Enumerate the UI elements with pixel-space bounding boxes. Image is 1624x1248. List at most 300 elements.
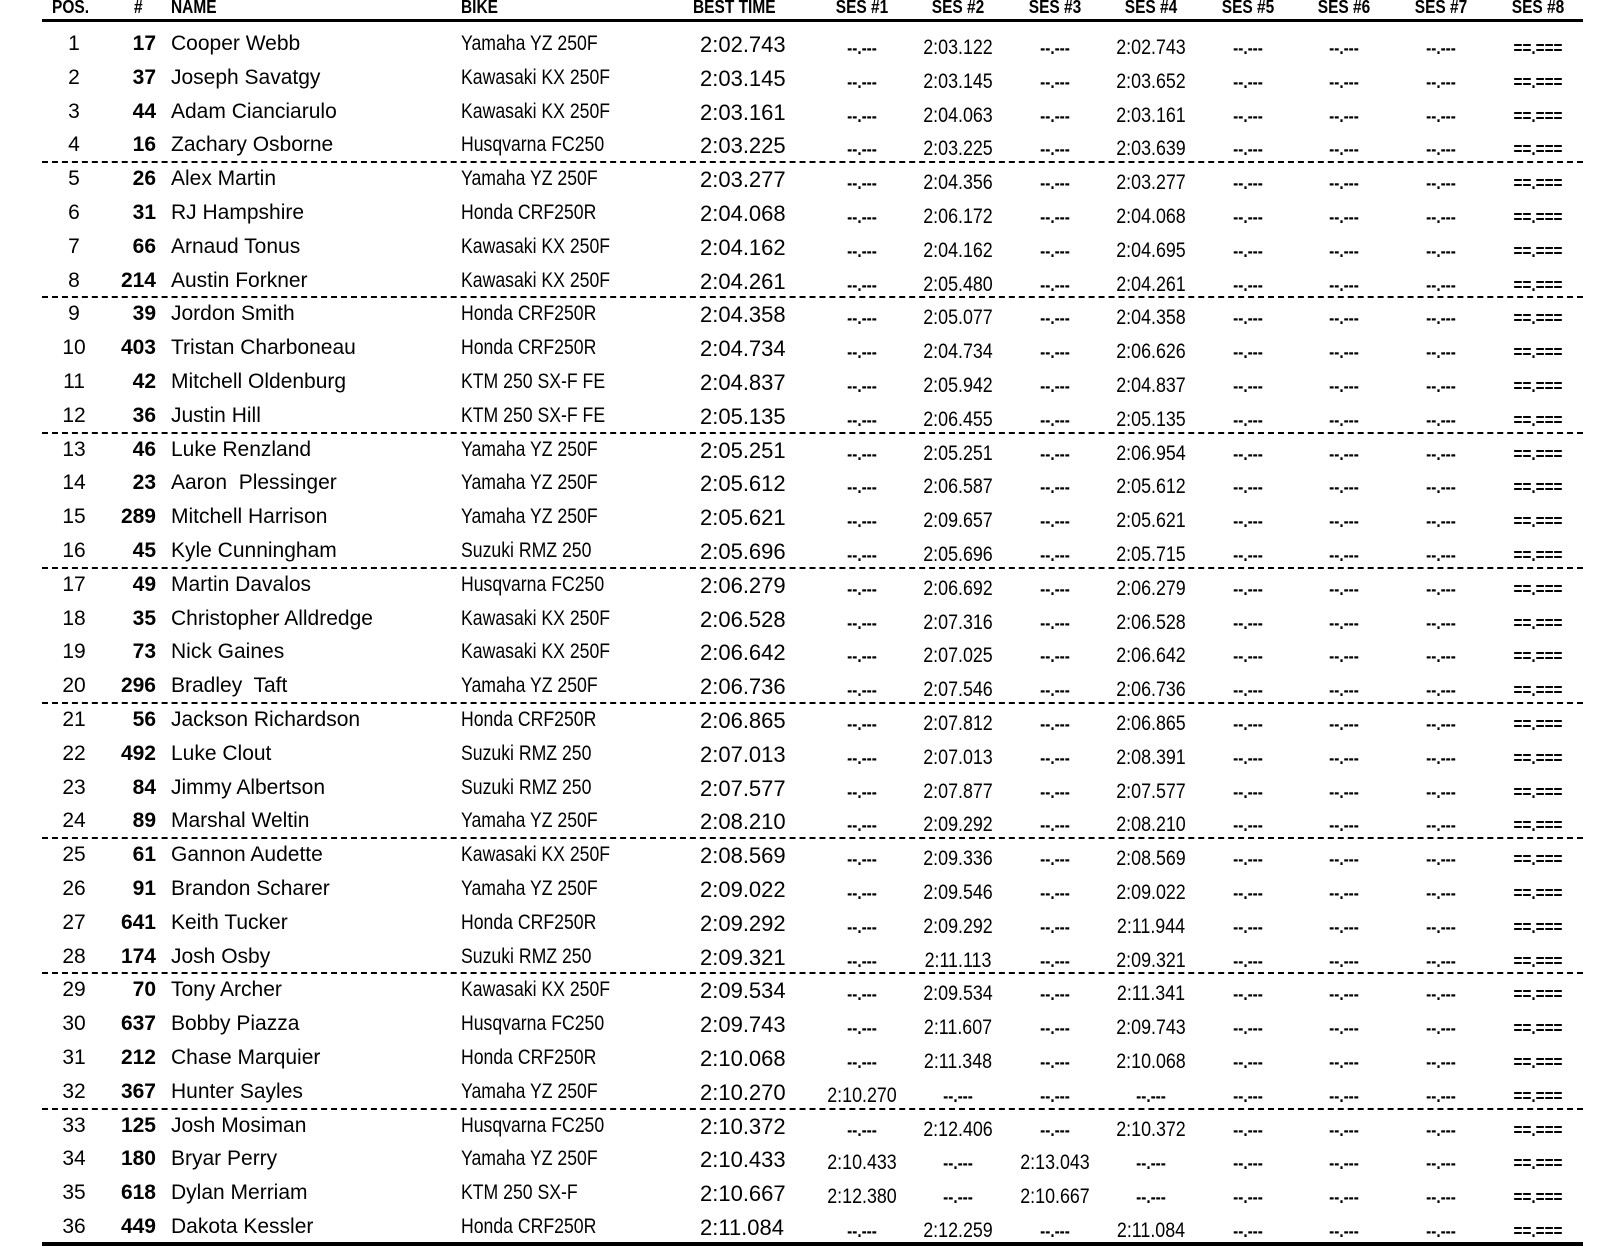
session-7-time-cell: --.--- xyxy=(1426,950,1456,971)
bike-cell: Honda CRF250R xyxy=(461,336,597,360)
session-6-time-cell: --.--- xyxy=(1329,240,1359,261)
position-cell: 32 xyxy=(62,1079,86,1103)
table-row xyxy=(0,196,1624,230)
session-4-time-cell: 2:05.715 xyxy=(1116,543,1186,566)
session-2-time-cell: 2:07.877 xyxy=(923,779,993,803)
session-1-time-cell: --.--- xyxy=(847,578,877,599)
session-1-time-cell: --.--- xyxy=(847,747,877,768)
header-bike: BIKE xyxy=(461,0,498,17)
session-3-time-cell: --.--- xyxy=(1040,781,1070,802)
session-6-time-cell: --.--- xyxy=(1329,1187,1359,1208)
session-1-time-cell: --.--- xyxy=(847,815,877,836)
session-2-time-cell: 2:07.546 xyxy=(923,678,993,702)
session-4-time-cell: --.--- xyxy=(1136,1153,1166,1174)
session-5-time-cell: --.--- xyxy=(1233,308,1263,329)
header-number: # xyxy=(134,0,143,17)
bike-cell: Yamaha YZ 250F xyxy=(461,437,598,461)
session-5-time-cell: --.--- xyxy=(1233,207,1263,227)
session-3-time-cell: --.--- xyxy=(1040,680,1070,701)
position-cell: 35 xyxy=(62,1181,86,1205)
session-8-time-cell: ==.=== xyxy=(1513,1153,1563,1174)
best-time-cell: 2:06.279 xyxy=(700,572,786,598)
rider-number-cell: 16 xyxy=(132,133,156,157)
header-ses-4: SES #4 xyxy=(1124,0,1178,17)
session-3-time-cell: --.--- xyxy=(1040,849,1070,870)
rider-number-cell: 637 xyxy=(120,1012,156,1036)
table-row xyxy=(0,838,1624,872)
rider-name-cell: Jackson Richardson xyxy=(171,708,361,731)
session-6-time-cell: --.--- xyxy=(1329,815,1359,836)
bike-cell: Yamaha YZ 250F xyxy=(461,1079,598,1103)
position-cell: 22 xyxy=(62,741,86,765)
position-cell: 30 xyxy=(62,1012,86,1036)
bike-cell: Honda CRF250R xyxy=(461,201,597,224)
session-8-time-cell: ==.=== xyxy=(1513,477,1563,498)
session-4-time-cell: 2:10.372 xyxy=(1116,1117,1186,1141)
best-time-cell: 2:04.261 xyxy=(700,268,786,294)
session-6-time-cell: --.--- xyxy=(1329,139,1359,160)
session-4-time-cell: 2:04.837 xyxy=(1116,374,1186,397)
session-8-time-cell: ==.=== xyxy=(1513,38,1563,58)
position-cell: 20 xyxy=(62,674,86,698)
rider-name-cell: Luke Renzland xyxy=(171,437,312,461)
session-6-time-cell: --.--- xyxy=(1329,511,1359,532)
rider-number-cell: 70 xyxy=(132,978,156,1002)
session-7-time-cell: --.--- xyxy=(1426,1085,1456,1106)
session-4-time-cell: 2:03.652 xyxy=(1116,69,1186,93)
bike-cell: Yamaha YZ 250F xyxy=(461,809,598,833)
rider-name-cell: Bobby Piazza xyxy=(171,1012,300,1036)
rider-name-cell: Mitchell Harrison xyxy=(171,505,328,529)
session-5-time-cell: --.--- xyxy=(1233,747,1263,768)
session-1-time-cell: --.--- xyxy=(847,207,877,227)
session-4-time-cell: 2:02.743 xyxy=(1116,36,1186,59)
session-4-time-cell: 2:06.626 xyxy=(1116,340,1186,364)
table-row xyxy=(0,466,1624,500)
session-5-time-cell: --.--- xyxy=(1233,409,1263,430)
position-cell: 5 xyxy=(68,167,80,191)
session-2-time-cell: --.--- xyxy=(943,1187,973,1208)
session-7-time-cell: --.--- xyxy=(1426,274,1456,295)
session-8-time-cell: ==.=== xyxy=(1513,207,1563,227)
session-6-time-cell: --.--- xyxy=(1329,950,1359,971)
position-cell: 14 xyxy=(62,471,86,495)
rider-number-cell: 296 xyxy=(120,674,156,698)
session-6-time-cell: --.--- xyxy=(1329,646,1359,667)
session-8-time-cell: ==.=== xyxy=(1513,714,1563,734)
session-4-time-cell: 2:05.612 xyxy=(1116,475,1186,499)
session-1-time-cell: --.--- xyxy=(847,240,877,261)
header-ses-7: SES #7 xyxy=(1414,0,1468,17)
rider-number-cell: 46 xyxy=(132,437,156,461)
table-row xyxy=(0,568,1624,602)
session-6-time-cell: --.--- xyxy=(1329,747,1359,768)
session-6-time-cell: --.--- xyxy=(1329,1085,1359,1106)
session-4-time-cell: 2:06.736 xyxy=(1116,678,1186,702)
position-cell: 24 xyxy=(62,809,86,833)
position-cell: 27 xyxy=(62,910,86,934)
session-2-time-cell: 2:11.607 xyxy=(923,1016,993,1040)
table-row xyxy=(0,1109,1624,1143)
session-5-time-cell: --.--- xyxy=(1233,950,1263,971)
rider-name-cell: Hunter Sayles xyxy=(171,1079,303,1103)
position-cell: 15 xyxy=(62,505,86,529)
bike-cell: KTM 250 SX-F xyxy=(461,1181,578,1205)
bike-cell: KTM 250 SX-F FE xyxy=(461,403,606,427)
table-row xyxy=(0,297,1624,331)
session-1-time-cell: --.--- xyxy=(847,612,877,633)
session-1-time-cell: 2:10.433 xyxy=(827,1151,897,1175)
rider-number-cell: 89 xyxy=(132,809,156,833)
table-row xyxy=(0,703,1624,737)
table-row xyxy=(0,1210,1624,1244)
session-4-time-cell: 2:04.695 xyxy=(1116,238,1186,262)
session-6-time-cell: --.--- xyxy=(1329,173,1359,194)
table-row xyxy=(0,737,1624,771)
rider-name-cell: Nick Gaines xyxy=(171,640,285,664)
session-7-time-cell: --.--- xyxy=(1426,207,1456,227)
session-5-time-cell: --.--- xyxy=(1233,916,1263,937)
session-7-time-cell: --.--- xyxy=(1426,173,1456,194)
session-2-time-cell: 2:03.225 xyxy=(923,137,993,161)
session-7-time-cell: --.--- xyxy=(1426,308,1456,329)
session-4-time-cell: 2:11.084 xyxy=(1116,1219,1186,1242)
rider-name-cell: Adam Cianciarulo xyxy=(171,99,337,123)
bike-cell: Honda CRF250R xyxy=(461,708,597,731)
session-3-time-cell: --.--- xyxy=(1040,477,1070,498)
session-6-time-cell: --.--- xyxy=(1329,105,1359,126)
position-cell: 1 xyxy=(68,32,80,55)
session-7-time-cell: --.--- xyxy=(1426,342,1456,363)
rider-number-cell: 618 xyxy=(120,1181,156,1205)
bike-cell: Yamaha YZ 250F xyxy=(461,674,598,698)
best-time-cell: 2:09.534 xyxy=(700,978,786,1004)
bike-cell: Kawasaki KX 250F xyxy=(461,99,611,123)
best-time-cell: 2:05.251 xyxy=(700,437,786,463)
session-4-time-cell: 2:07.577 xyxy=(1116,779,1186,803)
rider-number-cell: 39 xyxy=(132,302,156,326)
rider-name-cell: Joseph Savatgy xyxy=(171,65,321,89)
session-7-time-cell: --.--- xyxy=(1426,984,1456,1005)
session-4-time-cell: 2:09.022 xyxy=(1116,881,1186,904)
session-2-time-cell: 2:07.025 xyxy=(923,644,993,668)
session-8-time-cell: ==.=== xyxy=(1513,680,1563,701)
session-1-time-cell: --.--- xyxy=(847,139,877,160)
best-time-cell: 2:04.358 xyxy=(700,302,786,328)
session-6-time-cell: --.--- xyxy=(1329,883,1359,903)
rider-number-cell: 180 xyxy=(120,1147,156,1171)
session-3-time-cell: --.--- xyxy=(1040,1052,1070,1072)
session-1-time-cell: --.--- xyxy=(847,105,877,126)
best-time-cell: 2:02.743 xyxy=(700,32,786,57)
session-8-time-cell: ==.=== xyxy=(1513,815,1563,836)
session-4-time-cell: 2:11.944 xyxy=(1116,914,1186,938)
session-3-time-cell: --.--- xyxy=(1040,714,1070,734)
session-2-time-cell: 2:11.113 xyxy=(924,948,992,972)
header-best-time: BEST TIME xyxy=(693,0,776,17)
position-cell: 16 xyxy=(62,539,86,562)
position-cell: 11 xyxy=(63,370,85,393)
session-4-time-cell: 2:05.621 xyxy=(1116,509,1186,533)
rider-number-cell: 641 xyxy=(120,910,156,934)
header-ses-3: SES #3 xyxy=(1028,0,1082,17)
session-3-time-cell: --.--- xyxy=(1040,1018,1070,1039)
session-7-time-cell: --.--- xyxy=(1426,916,1456,937)
session-7-time-cell: --.--- xyxy=(1426,646,1456,667)
rider-name-cell: Josh Osby xyxy=(171,944,271,968)
session-4-time-cell: --.--- xyxy=(1136,1085,1166,1106)
session-8-time-cell: ==.=== xyxy=(1513,173,1563,194)
session-8-time-cell: ==.=== xyxy=(1513,646,1563,667)
position-cell: 26 xyxy=(62,877,86,900)
session-1-time-cell: --.--- xyxy=(847,308,877,329)
bike-cell: Kawasaki KX 250F xyxy=(461,606,611,630)
session-2-time-cell: 2:04.356 xyxy=(923,171,993,195)
best-time-cell: 2:10.667 xyxy=(700,1181,786,1207)
position-cell: 19 xyxy=(62,640,86,664)
best-time-cell: 2:04.734 xyxy=(700,336,786,362)
rider-number-cell: 49 xyxy=(132,572,156,596)
session-1-time-cell: --.--- xyxy=(847,409,877,430)
header-ses-5: SES #5 xyxy=(1221,0,1275,17)
session-3-time-cell: --.--- xyxy=(1040,950,1070,971)
session-3-time-cell: --.--- xyxy=(1040,308,1070,329)
table-row xyxy=(0,804,1624,838)
bike-cell: Suzuki RMZ 250 xyxy=(461,775,592,799)
header-ses-1: SES #1 xyxy=(835,0,889,17)
session-3-time-cell: --.--- xyxy=(1040,916,1070,937)
session-3-time-cell: --.--- xyxy=(1040,984,1070,1005)
session-3-time-cell: --.--- xyxy=(1040,207,1070,227)
best-time-cell: 2:11.084 xyxy=(700,1215,785,1240)
position-cell: 21 xyxy=(62,708,86,731)
session-5-time-cell: --.--- xyxy=(1233,1119,1263,1140)
best-time-cell: 2:05.612 xyxy=(700,471,786,497)
rider-name-cell: Mitchell Oldenburg xyxy=(171,370,347,393)
session-7-time-cell: --.--- xyxy=(1426,849,1456,870)
session-6-time-cell: --.--- xyxy=(1329,916,1359,937)
session-1-time-cell: --.--- xyxy=(847,545,877,565)
session-2-time-cell: 2:05.696 xyxy=(923,543,993,566)
session-8-time-cell: ==.=== xyxy=(1513,274,1563,295)
session-2-time-cell: 2:06.692 xyxy=(923,576,993,600)
rider-number-cell: 125 xyxy=(120,1113,156,1137)
session-2-time-cell: 2:07.812 xyxy=(923,712,993,735)
session-3-time-cell: --.--- xyxy=(1040,38,1070,58)
session-2-time-cell: 2:04.734 xyxy=(923,340,993,364)
session-7-time-cell: --.--- xyxy=(1426,511,1456,532)
session-7-time-cell: --.--- xyxy=(1426,38,1456,58)
rider-number-cell: 289 xyxy=(120,505,156,529)
session-5-time-cell: --.--- xyxy=(1233,1052,1263,1072)
session-2-time-cell: 2:09.292 xyxy=(923,813,993,837)
bike-cell: Kawasaki KX 250F xyxy=(461,268,611,292)
position-cell: 4 xyxy=(68,133,80,157)
session-8-time-cell: ==.=== xyxy=(1513,578,1563,599)
session-2-time-cell: 2:05.077 xyxy=(923,306,993,330)
bottom-rule xyxy=(42,1242,1583,1246)
rider-name-cell: Tristan Charboneau xyxy=(171,336,356,360)
session-6-time-cell: --.--- xyxy=(1329,274,1359,295)
table-row xyxy=(0,1075,1624,1109)
best-time-cell: 2:08.210 xyxy=(700,809,786,835)
best-time-cell: 2:10.372 xyxy=(700,1113,786,1139)
session-6-time-cell: --.--- xyxy=(1329,545,1359,565)
session-8-time-cell: ==.=== xyxy=(1513,1085,1563,1106)
rider-name-cell: Arnaud Tonus xyxy=(171,234,301,258)
session-1-time-cell: --.--- xyxy=(847,71,877,92)
rider-number-cell: 35 xyxy=(132,606,156,630)
session-3-time-cell: --.--- xyxy=(1040,409,1070,430)
table-row xyxy=(0,128,1624,162)
rider-number-cell: 26 xyxy=(132,167,156,191)
position-cell: 10 xyxy=(62,336,86,360)
best-time-cell: 2:03.161 xyxy=(700,99,786,125)
session-4-time-cell: 2:04.068 xyxy=(1116,205,1186,228)
session-5-time-cell: --.--- xyxy=(1233,1153,1263,1174)
session-1-time-cell: --.--- xyxy=(847,443,877,464)
session-5-time-cell: --.--- xyxy=(1233,849,1263,870)
session-2-time-cell: 2:06.455 xyxy=(923,407,993,431)
session-3-time-cell: --.--- xyxy=(1040,511,1070,532)
session-3-time-cell: --.--- xyxy=(1040,376,1070,396)
bike-cell: Yamaha YZ 250F xyxy=(461,167,598,191)
table-row xyxy=(0,95,1624,129)
session-8-time-cell: ==.=== xyxy=(1513,916,1563,937)
session-7-time-cell: --.--- xyxy=(1426,578,1456,599)
best-time-cell: 2:05.135 xyxy=(700,403,786,429)
rider-number-cell: 45 xyxy=(132,539,156,562)
session-2-time-cell: 2:05.251 xyxy=(923,441,993,465)
session-2-time-cell: 2:03.145 xyxy=(923,69,993,93)
session-7-time-cell: --.--- xyxy=(1426,545,1456,565)
best-time-cell: 2:04.837 xyxy=(700,370,786,395)
session-1-time-cell: --.--- xyxy=(847,1052,877,1072)
session-1-time-cell: --.--- xyxy=(847,477,877,498)
table-row xyxy=(0,162,1624,196)
rider-name-cell: Marshal Weltin xyxy=(171,809,310,833)
session-3-time-cell: --.--- xyxy=(1040,1221,1070,1241)
session-4-time-cell: 2:04.358 xyxy=(1116,306,1186,330)
rider-name-cell: Keith Tucker xyxy=(171,910,288,934)
session-6-time-cell: --.--- xyxy=(1329,409,1359,430)
table-row xyxy=(0,534,1624,568)
session-8-time-cell: ==.=== xyxy=(1513,1187,1563,1208)
bike-cell: Suzuki RMZ 250 xyxy=(461,539,592,562)
session-3-time-cell: --.--- xyxy=(1040,71,1070,92)
rider-number-cell: 403 xyxy=(120,336,156,360)
session-4-time-cell: 2:06.954 xyxy=(1116,441,1186,465)
session-5-time-cell: --.--- xyxy=(1233,1221,1263,1241)
session-3-time-cell: --.--- xyxy=(1040,1119,1070,1140)
session-3-time-cell: --.--- xyxy=(1040,883,1070,903)
best-time-cell: 2:07.013 xyxy=(700,741,786,767)
session-4-time-cell: 2:11.341 xyxy=(1116,982,1186,1006)
best-time-cell: 2:09.321 xyxy=(700,944,786,970)
session-8-time-cell: ==.=== xyxy=(1513,984,1563,1005)
session-7-time-cell: --.--- xyxy=(1426,1018,1456,1039)
session-6-time-cell: --.--- xyxy=(1329,1119,1359,1140)
rider-number-cell: 449 xyxy=(120,1215,156,1238)
session-2-time-cell: 2:07.013 xyxy=(923,745,993,769)
session-8-time-cell: ==.=== xyxy=(1513,1119,1563,1140)
table-row xyxy=(0,635,1624,669)
rider-name-cell: Martin Davalos xyxy=(171,572,312,596)
rider-number-cell: 61 xyxy=(132,843,156,867)
session-2-time-cell: 2:09.657 xyxy=(923,509,993,533)
session-8-time-cell: ==.=== xyxy=(1513,1052,1563,1072)
session-8-time-cell: ==.=== xyxy=(1513,240,1563,261)
session-1-time-cell: --.--- xyxy=(847,883,877,903)
session-6-time-cell: --.--- xyxy=(1329,714,1359,734)
session-3-time-cell: --.--- xyxy=(1040,105,1070,126)
session-5-time-cell: --.--- xyxy=(1233,274,1263,295)
session-3-time-cell: 2:10.667 xyxy=(1020,1185,1090,1209)
session-2-time-cell: 2:12.259 xyxy=(923,1219,993,1242)
table-row xyxy=(0,230,1624,264)
rider-number-cell: 42 xyxy=(132,370,156,393)
table-row xyxy=(0,771,1624,805)
session-7-time-cell: --.--- xyxy=(1426,105,1456,126)
session-2-time-cell: 2:07.316 xyxy=(923,610,993,634)
session-5-time-cell: --.--- xyxy=(1233,883,1263,903)
session-1-time-cell: --.--- xyxy=(847,646,877,667)
best-time-cell: 2:09.022 xyxy=(700,877,786,902)
rider-name-cell: Jordon Smith xyxy=(171,302,295,326)
session-7-time-cell: --.--- xyxy=(1426,477,1456,498)
session-2-time-cell: 2:04.162 xyxy=(923,238,993,262)
best-time-cell: 2:10.068 xyxy=(700,1046,786,1071)
session-7-time-cell: --.--- xyxy=(1426,1153,1456,1174)
session-2-time-cell: 2:06.587 xyxy=(923,475,993,499)
session-1-time-cell: 2:10.270 xyxy=(827,1083,897,1107)
session-1-time-cell: --.--- xyxy=(847,1221,877,1241)
session-3-time-cell: --.--- xyxy=(1040,646,1070,667)
position-cell: 7 xyxy=(68,234,80,258)
rider-number-cell: 212 xyxy=(120,1046,156,1069)
session-7-time-cell: --.--- xyxy=(1426,240,1456,261)
position-cell: 17 xyxy=(62,572,86,596)
best-time-cell: 2:04.162 xyxy=(700,234,786,260)
session-5-time-cell: --.--- xyxy=(1233,781,1263,802)
header-rule xyxy=(42,19,1583,22)
session-1-time-cell: --.--- xyxy=(847,274,877,295)
position-cell: 12 xyxy=(62,403,86,427)
rider-number-cell: 37 xyxy=(132,65,156,89)
table-row xyxy=(0,61,1624,95)
session-2-time-cell: 2:12.406 xyxy=(923,1117,993,1141)
position-cell: 25 xyxy=(62,843,86,867)
session-5-time-cell: --.--- xyxy=(1233,240,1263,261)
session-5-time-cell: --.--- xyxy=(1233,173,1263,194)
position-cell: 9 xyxy=(68,302,80,326)
best-time-cell: 2:10.270 xyxy=(700,1079,786,1105)
session-6-time-cell: --.--- xyxy=(1329,849,1359,870)
session-4-time-cell: 2:09.321 xyxy=(1116,948,1186,972)
session-2-time-cell: 2:06.172 xyxy=(923,205,993,228)
session-5-time-cell: --.--- xyxy=(1233,680,1263,701)
bike-cell: Honda CRF250R xyxy=(461,910,597,934)
session-5-time-cell: --.--- xyxy=(1233,477,1263,498)
session-6-time-cell: --.--- xyxy=(1329,477,1359,498)
session-7-time-cell: --.--- xyxy=(1426,680,1456,701)
session-4-time-cell: 2:10.068 xyxy=(1116,1050,1186,1073)
session-6-time-cell: --.--- xyxy=(1329,781,1359,802)
rider-number-cell: 214 xyxy=(120,268,156,292)
session-7-time-cell: --.--- xyxy=(1426,376,1456,396)
session-4-time-cell: 2:08.569 xyxy=(1116,847,1186,871)
session-6-time-cell: --.--- xyxy=(1329,443,1359,464)
